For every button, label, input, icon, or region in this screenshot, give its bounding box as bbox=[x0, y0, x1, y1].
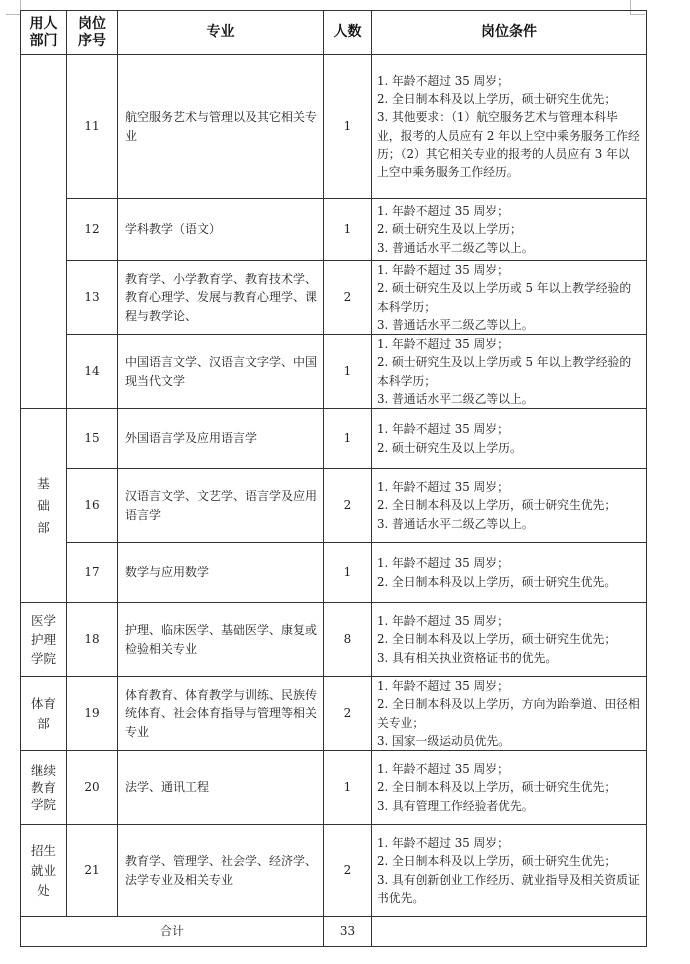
condition-line: 2. 全日制本科及以上学历，方向为跆拳道、田径相关专业； bbox=[377, 697, 640, 730]
crop-mark-left bbox=[6, 0, 21, 15]
count-cell: 2 bbox=[324, 677, 372, 751]
dept-name: 基础部 bbox=[37, 475, 50, 535]
header-cond: 岗位条件 bbox=[372, 11, 647, 55]
condition-line: 2. 全日制本科及以上学历，硕士研究生优先； bbox=[377, 498, 617, 513]
condition-cell bbox=[372, 199, 647, 261]
count-cell: 2 bbox=[324, 261, 372, 335]
major-cell: 外国语言学及应用语言学 bbox=[118, 409, 324, 469]
recruitment-table bbox=[20, 10, 647, 947]
total-empty bbox=[372, 917, 647, 947]
condition-line: 2. 硕士研究生及以上学历。 bbox=[377, 440, 522, 455]
condition-line: 1. 年龄不超过 35 周岁； bbox=[377, 204, 509, 219]
condition-line: 1. 年龄不超过 35 周岁； bbox=[377, 73, 509, 88]
post-number: 14 bbox=[67, 335, 118, 409]
table-row bbox=[21, 825, 647, 917]
condition-line: 1. 年龄不超过 35 周岁； bbox=[377, 614, 509, 629]
condition-cell bbox=[372, 261, 647, 335]
major-cell: 教育学、管理学、社会学、经济学、法学专业及相关专业 bbox=[118, 825, 324, 917]
condition-line: 1. 年龄不超过 35 周岁； bbox=[377, 762, 509, 777]
condition-line: 2. 全日制本科及以上学历，硕士研究生优先。 bbox=[377, 574, 617, 589]
condition-cell bbox=[372, 677, 647, 751]
condition-line: 3. 其他要求：（1）航空服务艺术与管理本科毕业，报考的人员应有 2 年以上空中乘务服务工作经历；（2）其它相关专业的报考的人员应有 3 年以上空中乘务服务工作经历。 bbox=[377, 110, 640, 179]
dept-name: 招生就业处 bbox=[30, 842, 56, 898]
post-number: 21 bbox=[67, 825, 118, 917]
table-row bbox=[21, 55, 647, 199]
count-cell: 1 bbox=[324, 199, 372, 261]
header-dept: 用人部门 bbox=[21, 11, 67, 55]
header-major: 专业 bbox=[118, 11, 324, 55]
post-number: 16 bbox=[67, 469, 118, 543]
total-row bbox=[21, 917, 647, 947]
condition-cell bbox=[372, 543, 647, 603]
major-cell: 数学与应用数学 bbox=[118, 543, 324, 603]
post-number: 19 bbox=[67, 677, 118, 751]
major-cell: 教育学、小学教育学、教育技术学、教育心理学、发展与教育心理学、课程与教学论、 bbox=[118, 261, 324, 335]
table-row bbox=[21, 335, 647, 409]
total-label: 合计 bbox=[21, 917, 324, 947]
table-row bbox=[21, 751, 647, 825]
count-cell: 1 bbox=[324, 335, 372, 409]
post-number: 13 bbox=[67, 261, 118, 335]
condition-cell bbox=[372, 55, 647, 199]
condition-line: 1. 年龄不超过 35 周岁； bbox=[377, 679, 509, 694]
condition-line: 1. 年龄不超过 35 周岁； bbox=[377, 263, 509, 278]
table-row bbox=[21, 409, 647, 469]
dept-medical bbox=[21, 603, 67, 677]
condition-line: 2. 硕士研究生及以上学历； bbox=[377, 222, 522, 237]
dept-name: 医学护理学院 bbox=[30, 613, 56, 666]
table-row bbox=[21, 677, 647, 751]
table-row bbox=[21, 469, 647, 543]
condition-cell bbox=[372, 603, 647, 677]
header-row bbox=[21, 11, 647, 55]
condition-cell bbox=[372, 469, 647, 543]
condition-line: 2. 全日制本科及以上学历，硕士研究生优先； bbox=[377, 854, 617, 869]
condition-cell bbox=[372, 335, 647, 409]
count-cell: 2 bbox=[324, 825, 372, 917]
condition-line: 2. 硕士研究生及以上学历或 5 年以上教学经验的本科学历； bbox=[377, 281, 632, 314]
condition-line: 3. 国家一级运动员优先。 bbox=[377, 733, 510, 748]
dept-name: 体育部 bbox=[30, 695, 56, 731]
table-row bbox=[21, 199, 647, 261]
major-cell: 汉语言文学、文艺学、语言学及应用语言学 bbox=[118, 469, 324, 543]
condition-line: 1. 年龄不超过 35 周岁； bbox=[377, 556, 509, 571]
condition-line: 3. 具有创新创业工作经历、就业指导及相关资质证书优先。 bbox=[377, 872, 640, 905]
post-number: 18 bbox=[67, 603, 118, 677]
total-count: 33 bbox=[324, 917, 372, 947]
condition-line: 1. 年龄不超过 35 周岁； bbox=[377, 337, 509, 352]
condition-line: 2. 全日制本科及以上学历，硕士研究生优先； bbox=[377, 632, 617, 647]
count-cell: 8 bbox=[324, 603, 372, 677]
post-number: 11 bbox=[67, 55, 118, 199]
condition-line: 3. 普通话水平二级乙等以上。 bbox=[377, 516, 534, 531]
count-cell: 1 bbox=[324, 409, 372, 469]
major-cell: 护理、临床医学、基础医学、康复或检验相关专业 bbox=[118, 603, 324, 677]
dept-continuing bbox=[21, 751, 67, 825]
dept-basic bbox=[21, 409, 67, 603]
condition-line: 2. 全日制本科及以上学历，硕士研究生优先； bbox=[377, 92, 617, 107]
condition-line: 2. 全日制本科及以上学历，硕士研究生优先； bbox=[377, 780, 617, 795]
condition-line: 3. 普通话水平二级乙等以上。 bbox=[377, 391, 534, 406]
post-number: 17 bbox=[67, 543, 118, 603]
table-row bbox=[21, 261, 647, 335]
condition-line: 1. 年龄不超过 35 周岁； bbox=[377, 480, 509, 495]
major-cell: 航空服务艺术与管理以及其它相关专业 bbox=[118, 55, 324, 199]
post-number: 15 bbox=[67, 409, 118, 469]
major-cell: 学科教学（语文） bbox=[118, 199, 324, 261]
condition-line: 3. 具有管理工作经验者优先。 bbox=[377, 798, 534, 813]
condition-line: 2. 硕士研究生及以上学历或 5 年以上教学经验的本科学历； bbox=[377, 355, 632, 388]
post-number: 12 bbox=[67, 199, 118, 261]
post-number: 20 bbox=[67, 751, 118, 825]
condition-line: 3. 具有相关执业资格证书的优先。 bbox=[377, 650, 558, 665]
table-row bbox=[21, 543, 647, 603]
table-row bbox=[21, 603, 647, 677]
condition-cell bbox=[372, 409, 647, 469]
dept-employment bbox=[21, 825, 67, 917]
condition-line: 3. 普通话水平二级乙等以上。 bbox=[377, 317, 534, 332]
dept-cell-blank bbox=[21, 55, 67, 409]
count-cell: 1 bbox=[324, 751, 372, 825]
header-count: 人数 bbox=[324, 11, 372, 55]
major-cell: 中国语言文学、汉语言文字学、中国现当代文学 bbox=[118, 335, 324, 409]
count-cell: 2 bbox=[324, 469, 372, 543]
dept-name: 继续教育学院 bbox=[30, 763, 56, 812]
dept-sports bbox=[21, 677, 67, 751]
condition-line: 3. 普通话水平二级乙等以上。 bbox=[377, 240, 534, 255]
condition-cell bbox=[372, 825, 647, 917]
count-cell: 1 bbox=[324, 55, 372, 199]
header-post: 岗位序号 bbox=[67, 11, 118, 55]
condition-line: 1. 年龄不超过 35 周岁； bbox=[377, 836, 509, 851]
condition-cell bbox=[372, 751, 647, 825]
count-cell: 1 bbox=[324, 543, 372, 603]
condition-line: 1. 年龄不超过 35 周岁； bbox=[377, 422, 509, 437]
major-cell: 法学、通讯工程 bbox=[118, 751, 324, 825]
major-cell: 体育教育、体育教学与训练、民族传统体育、社会体育指导与管理等相关专业 bbox=[118, 677, 324, 751]
